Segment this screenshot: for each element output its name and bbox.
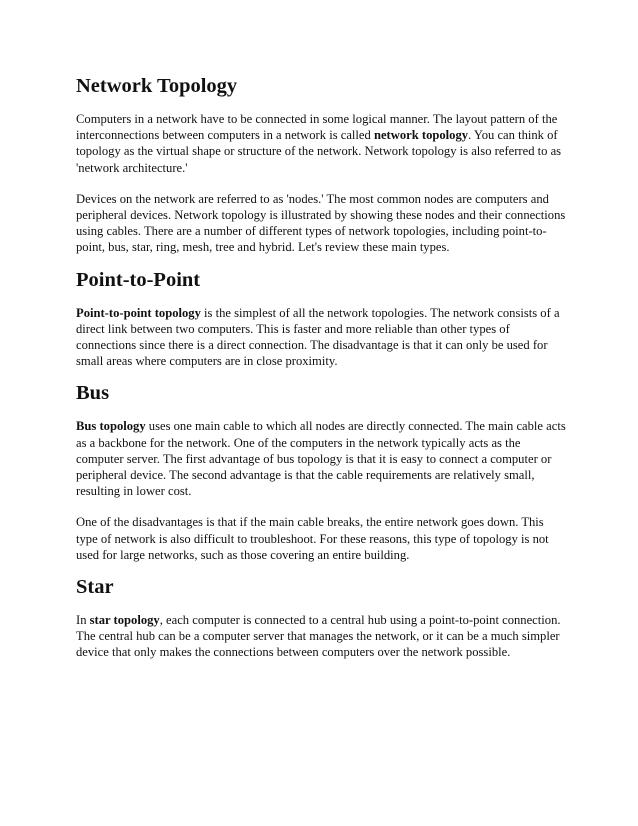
- paragraph-text: Computers in a network have to be connected in some logical manner. The layout pattern of the interconnections between computers in a network is called: [76, 112, 558, 143]
- section-bus: [76, 381, 568, 563]
- section-network-topology: [76, 74, 568, 256]
- bold-term: network topology: [373, 128, 469, 143]
- bold-term: Bus topology: [76, 419, 146, 434]
- section-heading: Bus: [76, 382, 110, 405]
- section-heading: Point-to-Point: [76, 268, 201, 291]
- section-star: [76, 575, 568, 661]
- paragraph-text: , each computer is connected to a central hub using a point-to-point connection. The central hub can be a computer server that manages the network, or it can be a much simpler device that only makes the connections between computers over the network possible.: [76, 613, 561, 660]
- section-heading: Star: [76, 576, 114, 599]
- paragraph-intro: [76, 111, 568, 176]
- paragraph-text: . You can think of topology as the virtual shape or structure of the network. Network topology is also referred to as 'network architecture.': [76, 128, 562, 175]
- paragraph-text: One of the disadvantages is that if the main cable breaks, the entire network goes down. This type of network is also difficult to troubleshoot. For these reasons, this type of topology is not used for large networks, such as those covering an entire building.: [76, 515, 549, 562]
- paragraph-point-to-point: [76, 305, 568, 370]
- bold-term: Point-to-point topology: [76, 305, 201, 320]
- paragraph-text: Devices on the network are referred to as 'nodes.' The most common nodes are computers and peripheral devices. Network topology is illustrated by showing these nodes and their connections using cables. There are a number of different types of network topologies, including point-to-point, bus, star, ring, mesh, tree and hybrid. Let's review these main types.: [76, 191, 566, 255]
- paragraph-nodes: [76, 191, 568, 256]
- paragraph-text: In: [76, 613, 90, 628]
- paragraph-text: uses one main cable to which all nodes are directly connected. The main cable acts as a backbone for the network. One of the computers in the network typically acts as the computer server. The first advantage of bus topology is that it is easy to connect a computer or peripheral device. The second advantage is that the cable requirements are relatively small, resulting in lower cost.: [76, 419, 566, 499]
- page-title: Network Topology: [76, 75, 238, 97]
- paragraph-bus: [76, 418, 568, 499]
- paragraph-star: [76, 612, 568, 661]
- section-point-to-point: [76, 268, 568, 370]
- paragraph-text: is the simplest of all the network topologies. The network consists of a direct link between two computers. This is faster and more reliable than other types of connections since there is a direct connection. The disadvantage is that it can only be used for small areas where computers are in close proximity.: [76, 305, 560, 369]
- paragraph-bus-disadvantages: [76, 514, 568, 563]
- bold-term: star topology: [89, 613, 160, 628]
